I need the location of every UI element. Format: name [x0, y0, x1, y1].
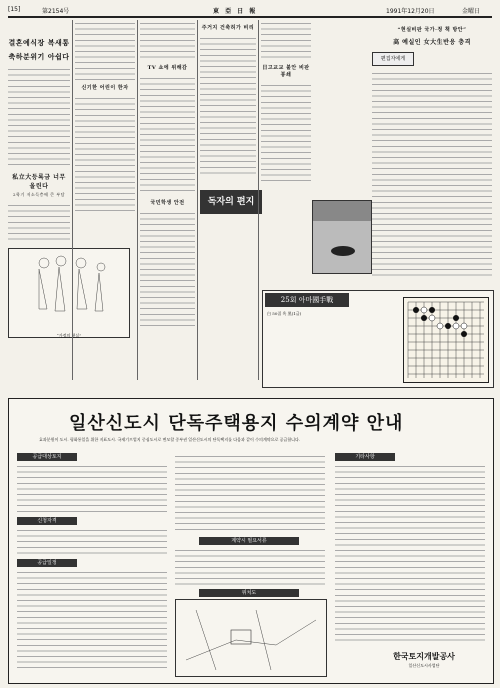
ad-body: [175, 547, 325, 587]
cartoon-caption: “가정의 현실”: [56, 333, 82, 338]
paper-name: 東 亞 日 報: [213, 8, 258, 15]
article-body: [8, 202, 70, 242]
ad-body: [17, 527, 167, 557]
headline-wedding: 결혼예식장 복새통: [8, 38, 70, 47]
ad-body: [335, 463, 485, 643]
page-number: [15]: [8, 6, 21, 13]
headline-tuition: 私立大등록금 너무 올린다: [12, 174, 66, 190]
headline-permit: 주거지 건축허가 비리: [201, 25, 255, 31]
photo-road-hole: [313, 201, 371, 273]
issue-date: 1991年12月20日: [386, 8, 435, 15]
article-body: [75, 95, 135, 215]
ad-section-location: 위치도: [199, 589, 299, 597]
column-rule: [197, 20, 198, 380]
article-body: [140, 75, 195, 195]
ad-body: [175, 453, 325, 533]
go-column: [262, 290, 494, 388]
issue-number: 第2154号: [42, 8, 70, 15]
subhead-tuition: 2학기 저소득층에 큰 부담: [13, 192, 65, 197]
article-body: [372, 70, 492, 280]
column-rule: [258, 20, 259, 380]
ad-section-other: 기타사항: [335, 453, 395, 461]
column-4: [200, 20, 256, 380]
article-body: [261, 20, 311, 60]
ad-section-eligibility: 신청자격: [17, 517, 77, 525]
go-title: 25회 아마國手戰: [265, 293, 349, 307]
ad-title: 일산신도시 단독주택용지 수의계약 안내: [69, 413, 404, 434]
editor-box: 편집자에게: [372, 52, 414, 66]
reader-letters-label: 독자의 편지: [207, 197, 255, 207]
article-body: [8, 66, 70, 166]
ad-intro: 효과분원이 도시. 평화통일을 위한 지표도시. 국제기프업지 중심도시로 변모할 중부권 일산신도시의 단독택지를 다음과 같이 수의계약으로 공급합니다.: [39, 437, 301, 442]
headline-opinion: “현실비판 국가·정 책 방안”: [397, 27, 467, 33]
location-map: [175, 599, 327, 677]
headline-school: 日고교교 불안 비판 봉쇄: [262, 65, 310, 78]
go-grid: [404, 298, 488, 382]
headline-tv: TV 쇼에 위해감: [147, 65, 188, 71]
go-board: [403, 297, 489, 383]
subhead-wedding: 축하분위기 아쉽다: [8, 52, 70, 61]
article-body: [140, 20, 195, 60]
go-subtitle: 白 50집 흑 黑(1급): [267, 311, 302, 316]
ad-body: [17, 463, 167, 513]
article-body: [75, 20, 135, 80]
ad-section-supply: 공급대상토지: [17, 453, 77, 461]
column-2: [75, 20, 135, 380]
article-body: [200, 35, 256, 175]
column-3: [140, 20, 195, 380]
ad-section-documents: 계약시 필요서류: [199, 537, 299, 545]
article-body: [261, 82, 311, 182]
issue-day: 金曜日: [462, 8, 481, 15]
masthead: [8, 4, 492, 18]
advertisement: [8, 398, 494, 684]
column-rule: [72, 20, 73, 380]
article-body: [140, 210, 195, 330]
headline-children: 신기한 어린이 한자: [81, 85, 129, 91]
ad-body: [17, 569, 167, 669]
headline-student: 국민학생 안전: [150, 200, 185, 206]
column-rule: [137, 20, 138, 380]
ad-section-schedule: 공급일정: [17, 559, 77, 567]
ad-company-sub: 일산신도시사업단: [408, 663, 440, 668]
ad-company: 한국토지개발공사: [393, 651, 455, 661]
map-drawing: [176, 600, 326, 676]
news-photo: [312, 200, 372, 274]
subhead-opinion: 高 예실인 女大生반응 충격: [393, 39, 471, 46]
